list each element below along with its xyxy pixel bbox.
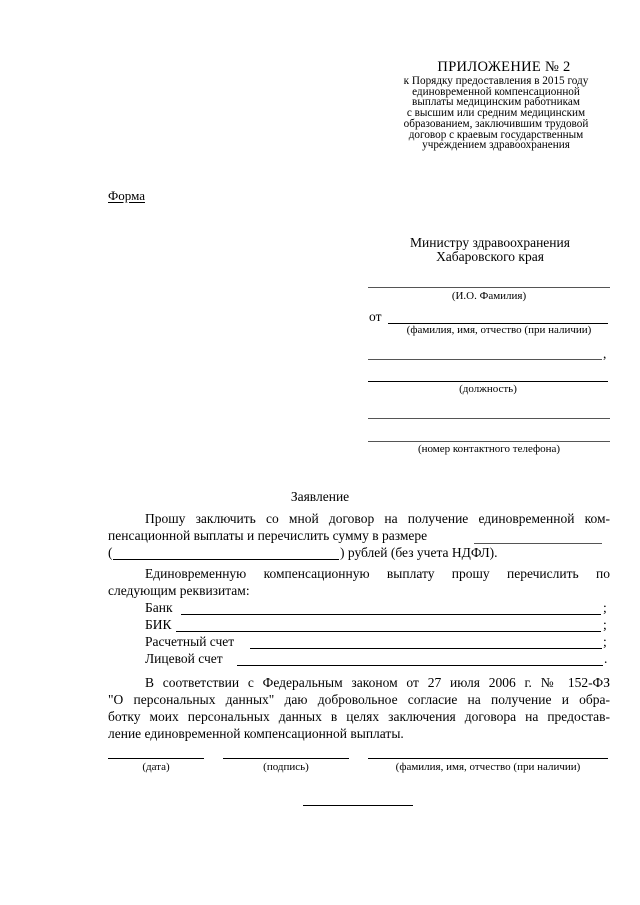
paragraph-2-line-2: следующим реквизитам:	[108, 583, 250, 598]
amount-digits-field[interactable]	[474, 543, 602, 544]
from-label: от	[369, 309, 382, 324]
applicant-extra-field[interactable]	[368, 359, 602, 360]
paragraph-1-line-2: пенсационной выплаты и перечислить сумму в размере	[108, 528, 428, 543]
position-extra-field[interactable]	[368, 418, 610, 419]
account-semicolon: ;	[603, 634, 607, 649]
bik-field[interactable]	[176, 631, 601, 632]
paragraph-3-line-3: ботку моих персональных данных в целях заключения договора на предостав-	[108, 709, 610, 724]
addressee	[380, 236, 600, 264]
personal-account-period: .	[604, 651, 608, 666]
statement-title: Заявление	[290, 489, 350, 504]
appendix-line: единовременной компенсационной	[412, 85, 580, 98]
addressee-line-2: Хабаровского края	[436, 249, 544, 264]
minister-name-hint: (И.О. Фамилия)	[451, 290, 527, 302]
amount-open-paren: (	[108, 545, 113, 560]
date-hint: (дата)	[142, 761, 170, 773]
signer-fio-field[interactable]	[368, 758, 608, 759]
paragraph-3-line-4: ление единовременной компенсационной выплаты.	[108, 726, 404, 741]
bik-label: БИК	[145, 617, 172, 632]
minister-name-line[interactable]	[368, 287, 610, 288]
position-field[interactable]	[368, 381, 608, 382]
amount-suffix: ) рублей (без учета НДФЛ).	[340, 545, 498, 560]
appendix-title: ПРИЛОЖЕНИЕ № 2	[437, 59, 571, 75]
paragraph-3-line-2: "О персональных данных" даю добровольное согласие на получение и обра-	[108, 692, 610, 707]
paragraph-1-line-1: Прошу заключить со мной договор на получение единовременной ком-	[145, 511, 610, 526]
signature-hint: (подпись)	[263, 761, 309, 773]
addressee-line-1: Министру здравоохранения	[410, 235, 570, 250]
applicant-fio-hint: (фамилия, имя, отчество (при наличии)	[406, 324, 592, 336]
appendix-line: с высшим или средним медицинским	[406, 107, 586, 120]
paragraph-3-line-1: В соответствии с Федеральным законом от 27 июля 2006 г. № 152-ФЗ	[145, 675, 610, 690]
personal-account-label: Лицевой счет	[145, 651, 223, 666]
form-label: Форма	[108, 188, 145, 203]
appendix-line: к Порядку предоставления в 2015 году	[403, 75, 589, 87]
bank-field[interactable]	[181, 614, 601, 615]
comma: ,	[603, 346, 607, 361]
account-label: Расчетный счет	[145, 634, 235, 649]
paragraph-2-line-1: Единовременную компенсационную выплату прошу перечислить по	[145, 566, 610, 581]
bank-label: Банк	[145, 600, 173, 615]
amount-words-field[interactable]	[113, 559, 339, 560]
bik-semicolon: ;	[603, 617, 607, 632]
personal-account-field[interactable]	[237, 665, 603, 666]
end-divider	[303, 805, 413, 806]
date-field[interactable]	[108, 758, 204, 759]
account-field[interactable]	[250, 648, 602, 649]
bank-semicolon: ;	[603, 600, 607, 615]
appendix-line: образованием, заключившим трудовой	[403, 117, 589, 130]
phone-hint: (номер контактного телефона)	[417, 443, 561, 455]
appendix-line: выплаты медицинским работникам	[412, 96, 580, 109]
signer-fio-hint: (фамилия, имя, отчество (при наличии)	[395, 761, 581, 773]
appendix-description	[380, 76, 612, 151]
appendix-line: учреждением здравоохранения	[422, 139, 570, 152]
signature-field[interactable]	[223, 758, 349, 759]
phone-field[interactable]	[368, 441, 610, 442]
position-hint: (должность)	[459, 383, 517, 395]
appendix-line: договор с краевым государственным	[408, 128, 584, 141]
